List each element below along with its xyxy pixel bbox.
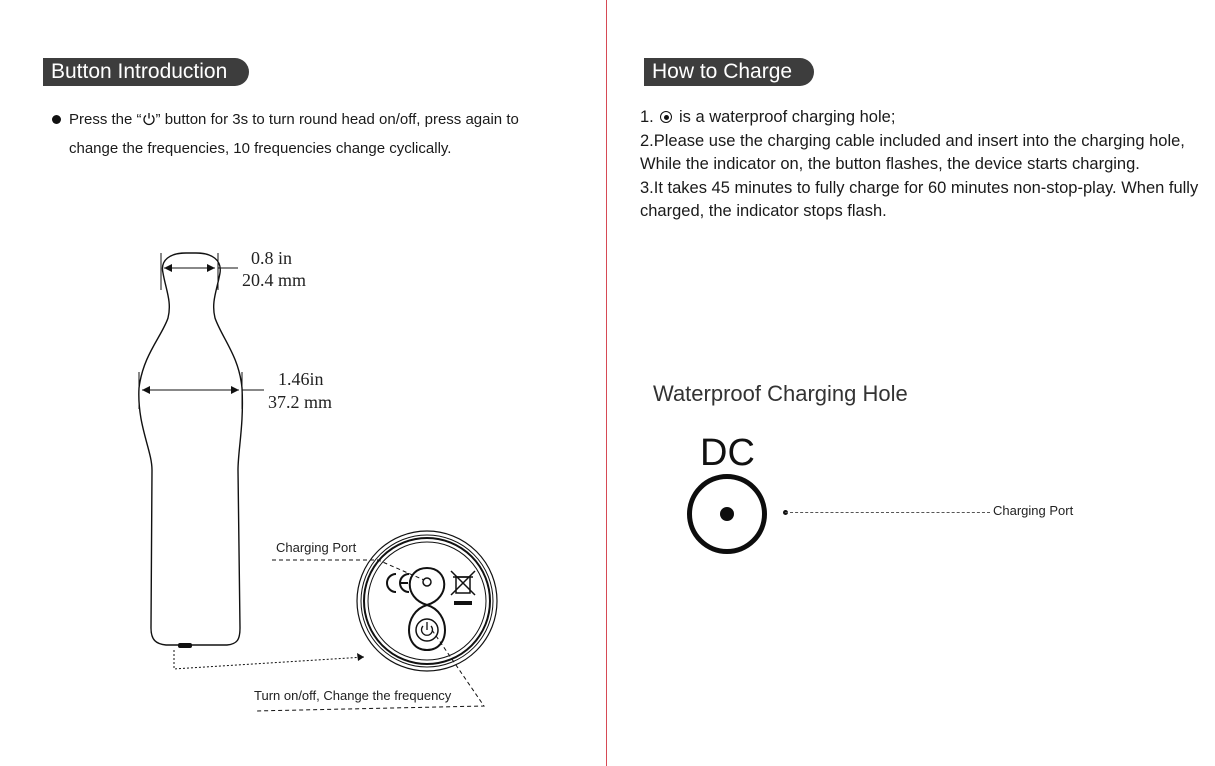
top-width-inches: 0.8 in: [251, 248, 293, 268]
how-to-charge-heading: How to Charge: [644, 58, 814, 86]
charging-instructions: [640, 106, 1200, 224]
charging-port-callout: Charging Port: [276, 540, 357, 555]
charging-port-label: Charging Port: [993, 503, 1074, 518]
device-outline: [139, 253, 243, 645]
device-button-nub: [178, 643, 192, 648]
dc-port-core: [720, 507, 734, 521]
step-1: 1. is a waterproof charging hole;: [640, 108, 896, 126]
ce-mark-icon: [387, 574, 409, 592]
dc-label: DC: [700, 432, 755, 474]
mid-width-mm: 37.2 mm: [268, 392, 333, 412]
waterproof-hole-title: Waterproof Charging Hole: [653, 381, 908, 406]
button-callout: Turn on/off, Change the frequency: [254, 688, 452, 703]
figure-eight-outline: [409, 568, 445, 650]
charging-hole-icon: [660, 111, 672, 123]
top-width-mm: 20.4 mm: [242, 270, 307, 290]
charging-port-hole: [423, 578, 431, 586]
dc-port-icon: [687, 474, 767, 554]
step-2: 2.Please use the charging cable included and insert into the charging hole, While the indicator on, the button flashes, the device starts charging.: [640, 131, 1185, 173]
mid-width-inches: 1.46in: [278, 369, 324, 389]
step-3: 3.It takes 45 minutes to fully charge for 60 minutes non-stop-play. When fully charged, the indicator stops flash.: [640, 178, 1199, 220]
device-base-closeup: [357, 531, 497, 671]
leader-line: [785, 512, 990, 513]
zoom-leader: [174, 650, 364, 669]
weee-bin-icon: [451, 571, 475, 605]
instruction-text-post: ” button for 3s to turn round head on/off, press again to change the frequencies, 10 frequencies change cyclically.: [69, 111, 519, 157]
instruction-text-pre: Press the “: [69, 111, 142, 128]
button-introduction-heading: Button Introduction: [43, 58, 249, 86]
